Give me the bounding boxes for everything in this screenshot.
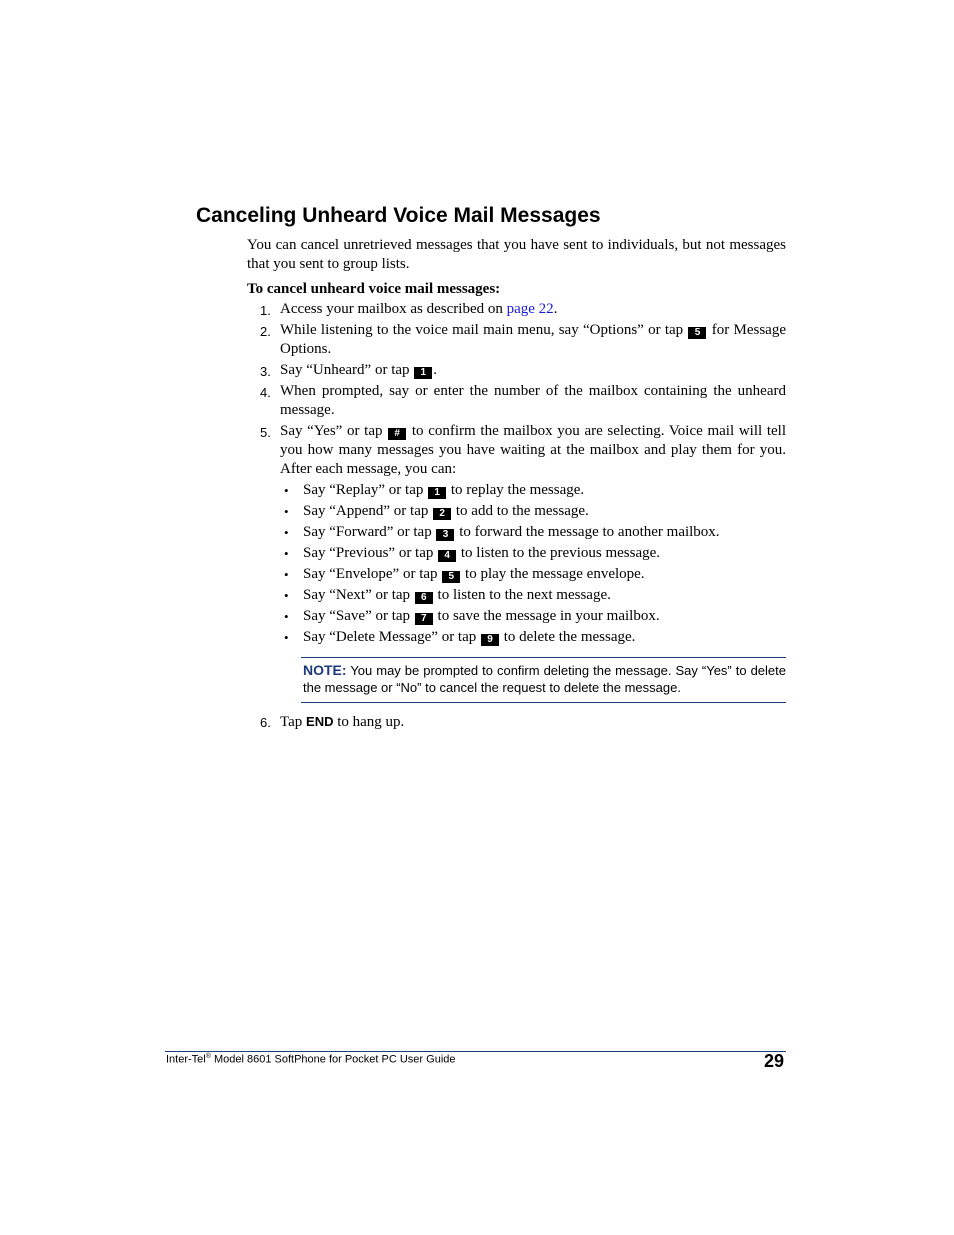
list-item: • Say “Envelope” or tap 5 to play the message envelope. bbox=[284, 566, 645, 582]
step-text: Say “Yes” or tap # to confirm the mailbox you are selecting. Voice mail will tell you how many messages you have waiting at the mailbox and play them for you. After each message, you can: bbox=[280, 423, 786, 477]
step-4 bbox=[260, 382, 786, 420]
list-item: • Say “Previous” or tap 4 to listen to the previous message. bbox=[284, 545, 661, 561]
note-body: You may be prompted to confirm deleting the message. Say “Yes” to delete the message or “No” to cancel the request to delete the message. bbox=[303, 663, 786, 695]
key-hash-icon: # bbox=[388, 428, 406, 440]
bullet-icon: • bbox=[284, 630, 289, 645]
intro-paragraph: You can cancel unretrieved messages that you have sent to individuals, but not messages that you sent to group lists. bbox=[247, 237, 786, 272]
note-text bbox=[303, 662, 786, 696]
step-number: 2. bbox=[260, 324, 271, 339]
steps-list bbox=[260, 300, 786, 649]
step-text: While listening to the voice mail main menu, say “Options” or tap 5 for Message Options. bbox=[280, 322, 786, 357]
key-6-icon: 6 bbox=[415, 592, 433, 604]
step-2 bbox=[260, 321, 786, 359]
step-text: Say “Unheard” or tap 1 . bbox=[280, 362, 438, 378]
step-number: 6. bbox=[260, 715, 271, 730]
key-1-icon: 1 bbox=[428, 487, 446, 499]
key-5-icon: 5 bbox=[688, 327, 706, 339]
options-list bbox=[280, 481, 786, 647]
bullet-icon: • bbox=[284, 483, 289, 498]
footer-guide-title: Inter-Tel® Model 8601 SoftPhone for Pocket PC User Guide bbox=[166, 1053, 456, 1066]
note-box bbox=[301, 657, 786, 703]
section-heading: Canceling Unheard Voice Mail Messages bbox=[196, 204, 601, 227]
key-5-icon: 5 bbox=[442, 571, 460, 583]
key-1-icon: 1 bbox=[414, 367, 432, 379]
list-item: • Say “Delete Message” or tap 9 to delete the message. bbox=[284, 629, 636, 645]
bullet-icon: • bbox=[284, 588, 289, 603]
bullet-icon: • bbox=[284, 567, 289, 582]
step-number: 1. bbox=[260, 303, 271, 318]
list-item: • Say “Append” or tap 2 to add to the message. bbox=[284, 503, 589, 519]
step-number: 5. bbox=[260, 425, 271, 440]
step-number: 4. bbox=[260, 385, 271, 400]
list-item: • Say “Forward” or tap 3 to forward the message to another mailbox. bbox=[284, 524, 720, 540]
bullet-icon: • bbox=[284, 609, 289, 624]
list-item: • Say “Replay” or tap 1 to replay the message. bbox=[284, 482, 585, 498]
page-22-link[interactable]: page 22 bbox=[506, 301, 554, 317]
bullet-icon: • bbox=[284, 546, 289, 561]
step-3 bbox=[260, 361, 786, 380]
list-item: • Say “Next” or tap 6 to listen to the next message. bbox=[284, 587, 611, 603]
key-2-icon: 2 bbox=[433, 508, 451, 520]
bullet-icon: • bbox=[284, 525, 289, 540]
step-text: Tap END to hang up. bbox=[280, 714, 405, 730]
key-7-icon: 7 bbox=[415, 613, 433, 625]
page-number: 29 bbox=[763, 1051, 784, 1071]
step-6 bbox=[260, 712, 786, 734]
end-key-label: END bbox=[306, 714, 334, 729]
step-text: Access your mailbox as described on page 22. bbox=[280, 301, 558, 317]
footer-divider bbox=[165, 1051, 786, 1052]
key-4-icon: 4 bbox=[438, 550, 456, 562]
procedure-title: To cancel unheard voice mail messages: bbox=[247, 281, 501, 297]
bullet-icon: • bbox=[284, 504, 289, 519]
step-number: 3. bbox=[260, 364, 271, 379]
step-text: When prompted, say or enter the number of the mailbox containing the unheard message. bbox=[280, 383, 786, 418]
key-9-icon: 9 bbox=[481, 634, 499, 646]
step-5 bbox=[260, 422, 786, 647]
key-3-icon: 3 bbox=[436, 529, 454, 541]
note-label: NOTE: bbox=[303, 662, 347, 678]
step-1 bbox=[260, 300, 786, 319]
list-item: • Say “Save” or tap 7 to save the message in your mailbox. bbox=[284, 608, 660, 624]
